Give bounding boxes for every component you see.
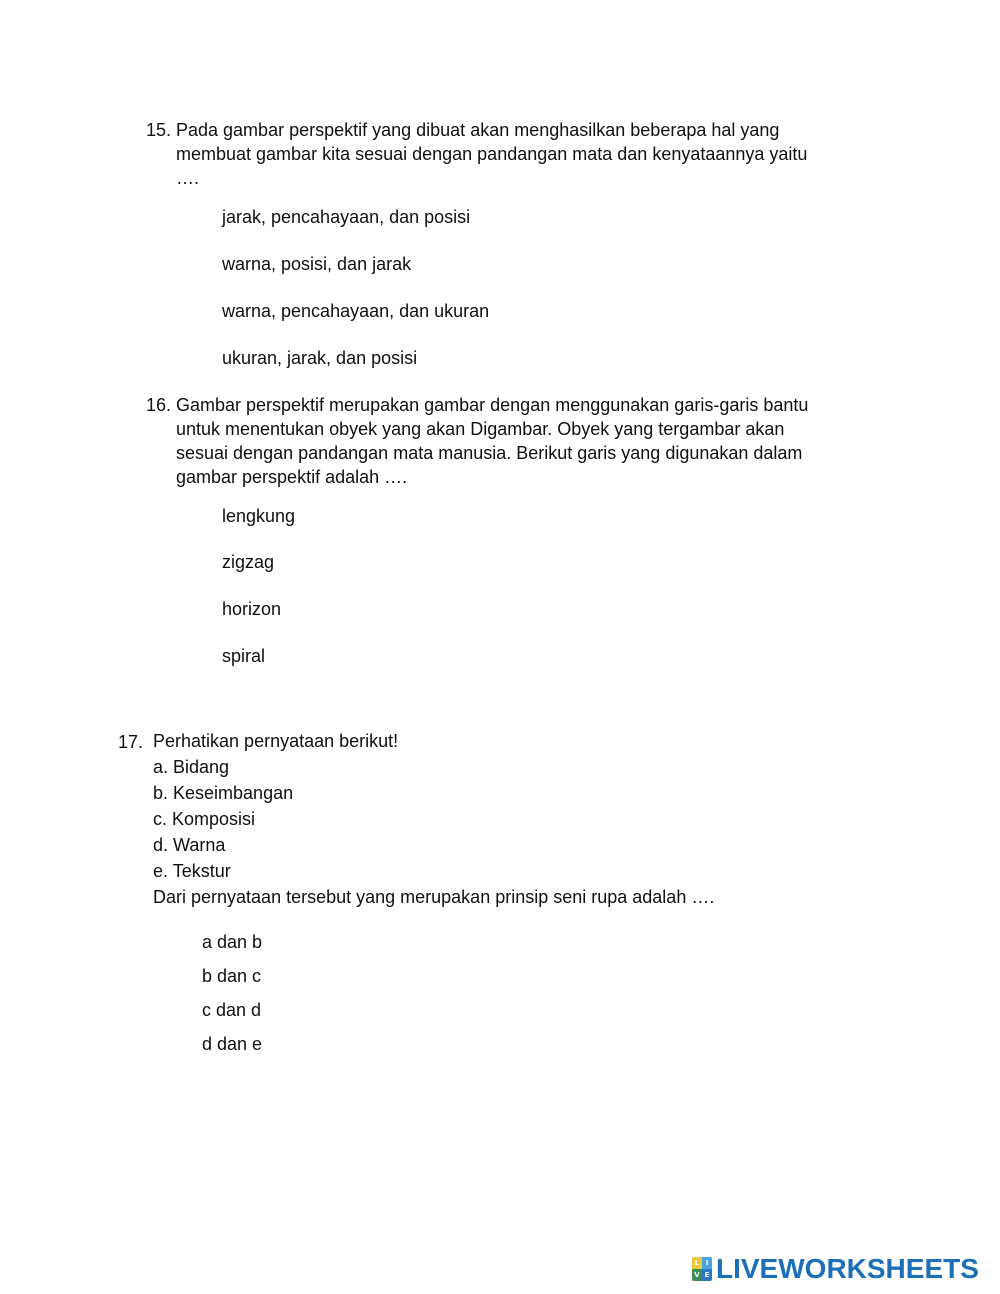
logo-mark-letter: L: [692, 1257, 702, 1269]
statement-a: a. Bidang: [153, 757, 230, 777]
question-15-option-3[interactable]: warna, pencahayaan, dan ukuran: [222, 301, 490, 321]
question-17-option-4[interactable]: d dan e: [202, 1034, 263, 1054]
statement-c: c. Komposisi: [153, 809, 256, 829]
question-17-option-3[interactable]: c dan d: [202, 1000, 262, 1020]
logo-text: LIVEWORKSHEETS: [716, 1253, 979, 1284]
question-16-line: Gambar perspektif merupakan gambar dengan menggunakan garis-garis bantu: [176, 395, 809, 415]
logo-mark-letter: V: [692, 1269, 702, 1281]
question-17-prompt: Dari pernyataan tersebut yang merupakan prinsip seni rupa adalah ….: [153, 887, 715, 907]
question-16-number: 16.: [146, 395, 172, 415]
logo-mark-letter: I: [702, 1257, 712, 1269]
logo-mark-letter: E: [702, 1269, 712, 1281]
question-16-option-2[interactable]: zigzag: [222, 552, 275, 572]
question-15-line: Pada gambar perspektif yang dibuat akan menghasilkan beberapa hal yang: [176, 120, 780, 140]
question-16-option-1[interactable]: lengkung: [222, 506, 296, 526]
question-17-option-2[interactable]: b dan c: [202, 966, 262, 986]
question-15-line: membuat gambar kita sesuai dengan pandangan mata dan kenyataannya yaitu: [176, 144, 808, 164]
question-17-intro: Perhatikan pernyataan berikut!: [153, 731, 399, 751]
statement-e: e. Tekstur: [153, 861, 231, 881]
question-16-line: sesuai dengan pandangan mata manusia. Berikut garis yang digunakan dalam: [176, 443, 803, 463]
question-15-option-4[interactable]: ukuran, jarak, dan posisi: [222, 348, 418, 368]
question-17-option-1[interactable]: a dan b: [202, 932, 263, 952]
statement-d: d. Warna: [153, 835, 226, 855]
question-16-line: untuk menentukan obyek yang akan Digambar. Obyek yang tergambar akan: [176, 419, 785, 439]
question-16-line: gambar perspektif adalah ….: [176, 467, 408, 487]
question-15-text: [176, 118, 807, 190]
question-15-option-2[interactable]: warna, posisi, dan jarak: [222, 254, 412, 274]
question-15-option-1[interactable]: jarak, pencahayaan, dan posisi: [222, 207, 471, 227]
liveworksheets-logo: [692, 1254, 979, 1284]
question-16-text: [176, 393, 808, 489]
question-16-option-4[interactable]: spiral: [222, 646, 266, 666]
question-16-option-3[interactable]: horizon: [222, 599, 282, 619]
question-15-line: ….: [176, 168, 200, 188]
question-17-number: 17.: [118, 732, 144, 752]
logo-mark-icon: [692, 1257, 712, 1281]
statement-b: b. Keseimbangan: [153, 783, 294, 803]
question-15-number: 15.: [146, 120, 172, 140]
